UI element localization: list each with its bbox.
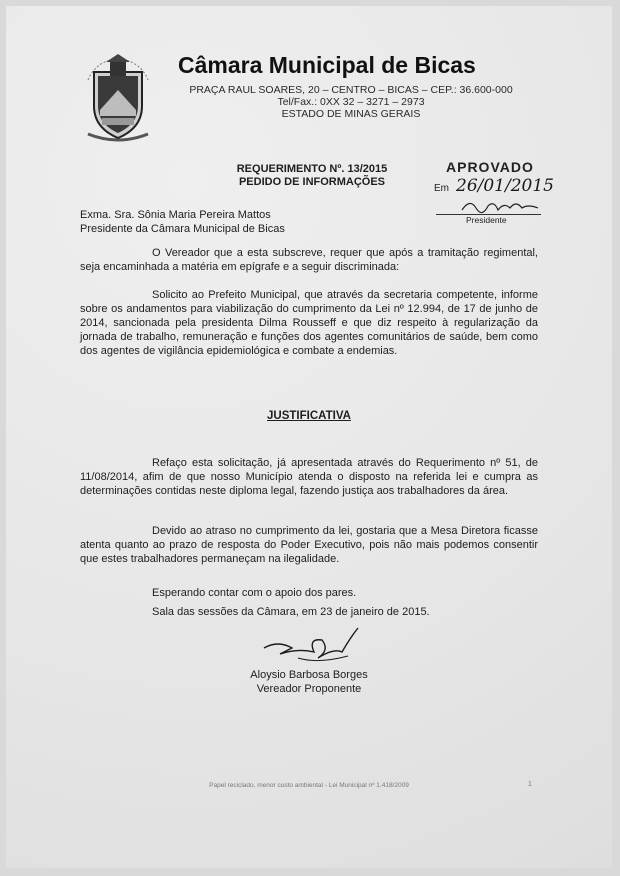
session-date-line: Sala das sessões da Câmara, em 23 de janeiro de 2015.: [152, 606, 430, 618]
president-label: Presidente: [466, 215, 507, 225]
justification-heading: JUSTIFICATIVA: [267, 410, 351, 422]
request-type: PEDIDO DE INFORMAÇÕES: [238, 176, 386, 188]
document-page: [6, 6, 612, 868]
phone-line: Tel/Fax.: 0XX 32 – 3271 – 2973: [277, 96, 425, 108]
signatory-name: Aloysio Barbosa Borges: [250, 669, 368, 681]
state-line: ESTADO DE MINAS GERAIS: [281, 108, 421, 120]
councilor-signature: [258, 618, 370, 670]
chamber-title: Câmara Municipal de Bicas: [178, 52, 476, 78]
approval-em-label: Em: [434, 183, 449, 194]
body-paragraph-justification: Refaço esta solicitação, já apresentada através do Requerimento nº 51, de 11/08/2014, afim de que nosso Município atenda o disposto na referida lei e cumpra as determinações contidas neste diploma legal, fazendo justiça aos trabalhadores da área.: [80, 457, 538, 497]
request-number: REQUERIMENTO Nº. 13/2015: [236, 163, 388, 175]
body-paragraph-request: Solicito ao Prefeito Municipal, que através da secretaria competente, informe sobre os andamentos para viabilização do cumprimento da Lei nº 12.994, de 17 de junho de 2014, sancionada pela presidenta Dilma Rousseff e que diz respeito à regularização da jornada de trabalho, remuneração e funções dos agentes comunitários de saúde, bem como dos agentes de vigilância epidemiológica e combate a endemias.: [80, 289, 538, 357]
closing-line: Esperando contar com o apoio dos pares.: [152, 587, 357, 599]
recipient-title: Presidente da Câmara Municipal de Bicas: [80, 223, 285, 235]
signatory-title: Vereador Proponente: [256, 683, 362, 695]
address-line: PRAÇA RAUL SOARES, 20 – CENTRO – BICAS – CEP.: 36.600-000: [189, 84, 513, 96]
page-number: 1: [528, 781, 532, 788]
recycled-paper-note: Papel reciclado, menor custo ambiental - Lei Municipal nº 1.418/2009: [209, 782, 409, 789]
request-heading: [202, 163, 422, 189]
body-paragraph-intro: O Vereador que a esta subscreve, requer que após a tramitação regimental, seja encaminhada a matéria em epígrafe e a seguir discriminada:: [80, 247, 538, 273]
approved-stamp: APROVADO: [446, 159, 534, 175]
body-paragraph-delay: Devido ao atraso no cumprimento da lei, gostaria que a Mesa Diretora ficasse atenta quanto ao prazo de resposta do Poder Executivo, pois não mais podemos consentir que estes trabalhadores permaneçam na ilegalidade.: [80, 525, 538, 565]
municipal-crest-icon: [80, 50, 156, 142]
president-signature: [458, 196, 542, 216]
recipient-name: Exma. Sra. Sônia Maria Pereira Mattos: [80, 209, 271, 221]
approval-date: 26/01/2015: [456, 176, 554, 196]
